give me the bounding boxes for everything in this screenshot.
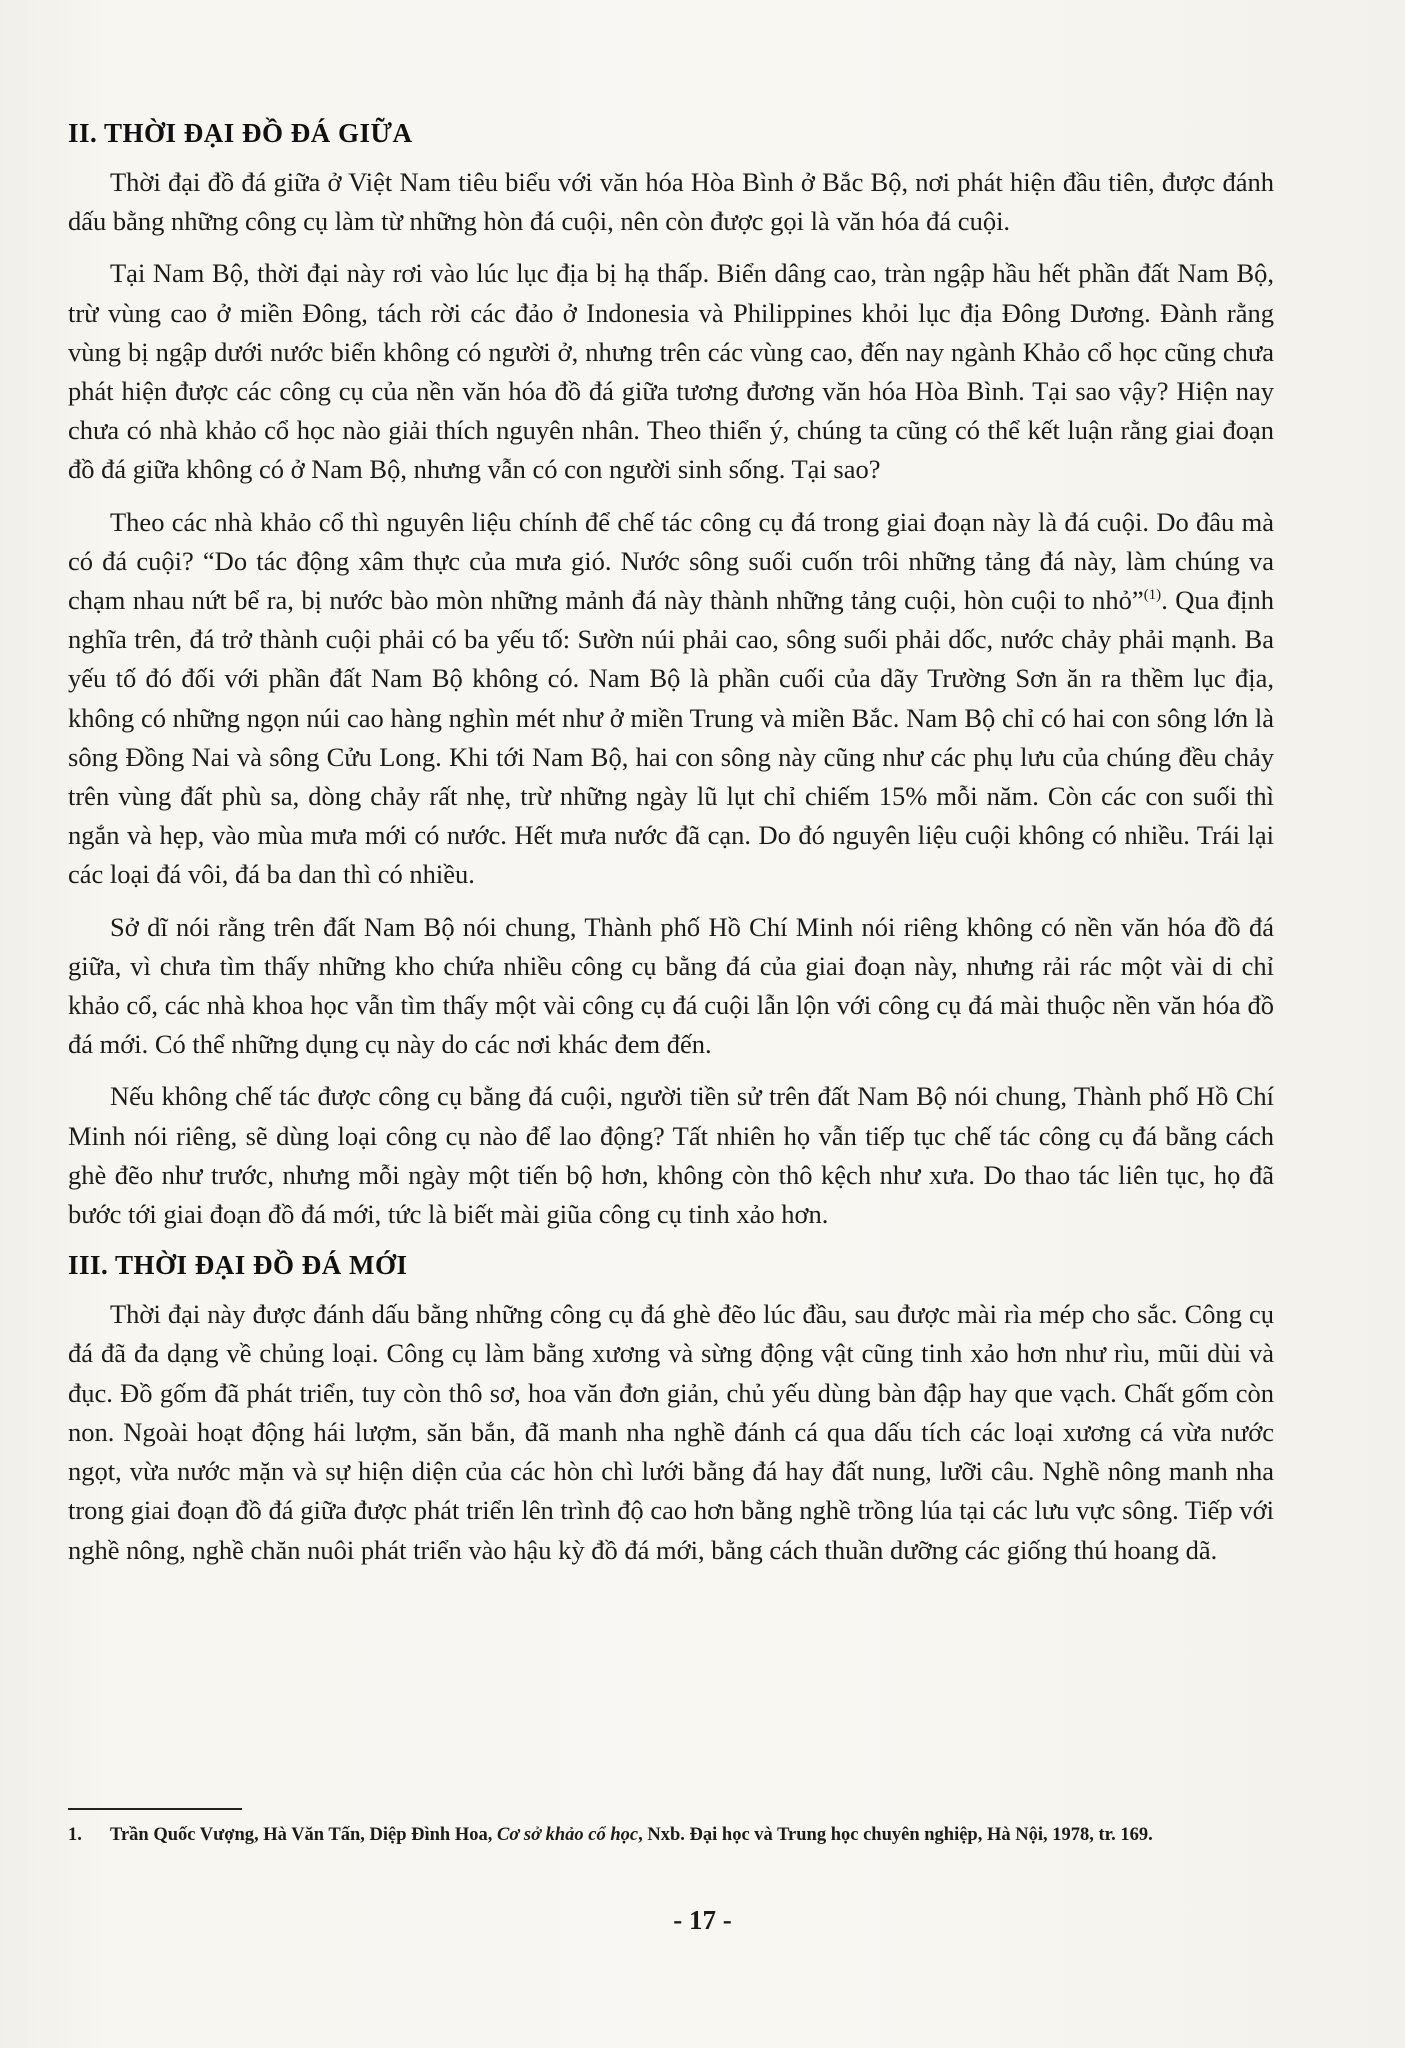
footnote-publisher: , Nxb. Đại học và Trung học chuyên nghiệp, Hà Nội, 1978, tr. 169. [638,1825,1153,1845]
paragraph: Nếu không chế tác được công cụ bằng đá cuội, người tiền sử trên đất Nam Bộ nói chung, Thành phố Hồ Chí Minh nói riêng, sẽ dùng loại công cụ nào để lao động? Tất nhiên họ vẫn tiếp tục chế tác công cụ đá bằng cách ghè đẽo như trước, nhưng mỗi ngày một tiến bộ hơn, không còn thô kệch như xưa. Do thao tác liên tục, họ đã bước tới giai đoạn đồ đá mới, tức là biết mài giũa công cụ tinh xảo hơn. [68,1081,1274,1230]
footnote-authors: Trần Quốc Vượng, Hà Văn Tấn, Diệp Đình Hoa, [110,1825,497,1845]
section-heading-neolithic: III. THỜI ĐẠI ĐỒ ĐÁ MỚI [68,1250,408,1281]
footnote [68,1820,1274,1850]
footnote-divider [68,1808,242,1810]
footnote-text [110,1820,1274,1850]
footnote-book-title: Cơ sở khảo cổ học [496,1825,639,1845]
paragraph: Sở dĩ nói rằng trên đất Nam Bộ nói chung, Thành phố Hồ Chí Minh nói riêng không có nền văn hóa đồ đá giữa, vì chưa tìm thấy những kho chứa nhiều công cụ bằng đá của giai đoạn này, nhưng rải rác một vài di chỉ khảo cổ, các nhà khoa học vẫn tìm thấy một vài công cụ đá cuội lẫn lộn với công cụ đá mài thuộc nền văn hóa đồ đá mới. Có thể những dụng cụ này do các nơi khác đem đến. [68,911,1274,1060]
paragraph: Thời đại đồ đá giữa ở Việt Nam tiêu biểu với văn hóa Hòa Bình ở Bắc Bộ, nơi phát hiện đầu tiên, được đánh dấu bằng những công cụ làm từ những hòn đá cuội, nên còn được gọi là văn hóa đá cuội. [68,167,1274,237]
page-number: - 17 - [673,1905,732,1935]
section-heading-mesolithic: II. THỜI ĐẠI ĐỒ ĐÁ GIỮA [68,118,413,148]
paragraph-text: Theo các nhà khảo cổ thì nguyên liệu chính để chế tác công cụ đá trong giai đoạn này là đá cuội. Do đâu mà có đá cuội? “Do tác động xâm thực của mưa gió. Nước sông suối cuốn trôi những tảng đá này, làm chúng va chạm nhau nứt bể ra, bị nước bào mòn những mảnh đá này thành những tảng cuội, hòn cuội to nhỏ” [68,506,1274,616]
paragraph: Thời đại này được đánh dấu bằng những công cụ đá ghè đẽo lúc đầu, sau được mài rìa mép cho sắc. Công cụ đá đã đa dạng về chủng loại. Công cụ làm bằng xương và sừng động vật cũng tinh xảo hơn như rìu, mũi dùi và đục. Đồ gốm đã phát triển, tuy còn thô sơ, hoa văn đơn giản, chủ yếu dùng bàn đập hay que vạch. Chất gốm còn non. Ngoài hoạt động hái lượm, săn bắn, đã manh nha nghề đánh cá qua dấu tích các loại xương cá vừa nước ngọt, vừa nước mặn và sự hiện diện của các hòn chì lưới bằng đá hay đất nung, lưỡi câu. Nghề nông manh nha trong giai đoạn đồ đá giữa được phát triển lên trình độ cao hơn bằng nghề trồng lúa tại các lưu vực sông. Tiếp với nghề nông, nghề chăn nuôi phát triển vào hậu kỳ đồ đá mới, bằng cách thuần dưỡng các giống thú hoang dã. [68,1299,1274,1565]
footnote-number: 1. [68,1825,82,1845]
paragraph-text: . Qua định nghĩa trên, đá trở thành cuội phải có ba yếu tố: Sườn núi phải cao, sông suối phải dốc, nước chảy phải mạnh. Ba yếu tố đó đối với phần đất Nam Bộ không có. Nam Bộ là phần cuối của dãy Trường Sơn ăn ra thềm lục địa, không có những ngọn núi cao hàng nghìn mét như ở miền Trung và miền Bắc. Nam Bộ chỉ có hai con sông lớn là sông Đồng Nai và sông Cửu Long. Khi tới Nam Bộ, hai con sông này cũng như các phụ lưu của chúng đều chảy trên vùng đất phù sa, dòng chảy rất nhẹ, trừ những ngày lũ lụt chỉ chiếm 15% mỗi năm. Còn các con suối thì ngắn và hẹp, vào mùa mưa mới có nước. Hết mưa nước đã cạn. Do đó nguyên liệu cuội không có nhiều. Trái lại các loại đá vôi, đá ba dan thì có nhiều. [68,585,1274,890]
page-body [68,118,1274,1583]
paragraph: Tại Nam Bộ, thời đại này rơi vào lúc lục địa bị hạ thấp. Biển dâng cao, tràn ngập hầu hết phần đất Nam Bộ, trừ vùng cao ở miền Đông, tách rời các đảo ở Indonesia và Philippines khỏi lục địa Đông Dương. Đành rằng vùng bị ngập dưới nước biển không có người ở, nhưng trên các vùng cao, đến nay ngành Khảo cổ học cũng chưa phát hiện được các công cụ của nền văn hóa đồ đá giữa tương đương văn hóa Hòa Bình. Tại sao vậy? Hiện nay chưa có nhà khảo cổ học nào giải thích nguyên nhân. Theo thiển ý, chúng ta cũng có thể kết luận rằng giai đoạn đồ đá giữa không có ở Nam Bộ, nhưng vẫn có con người sinh sống. Tại sao? [68,258,1274,485]
paragraph-with-footnote [68,503,1274,895]
footnote-reference: (1) [1143,587,1162,604]
